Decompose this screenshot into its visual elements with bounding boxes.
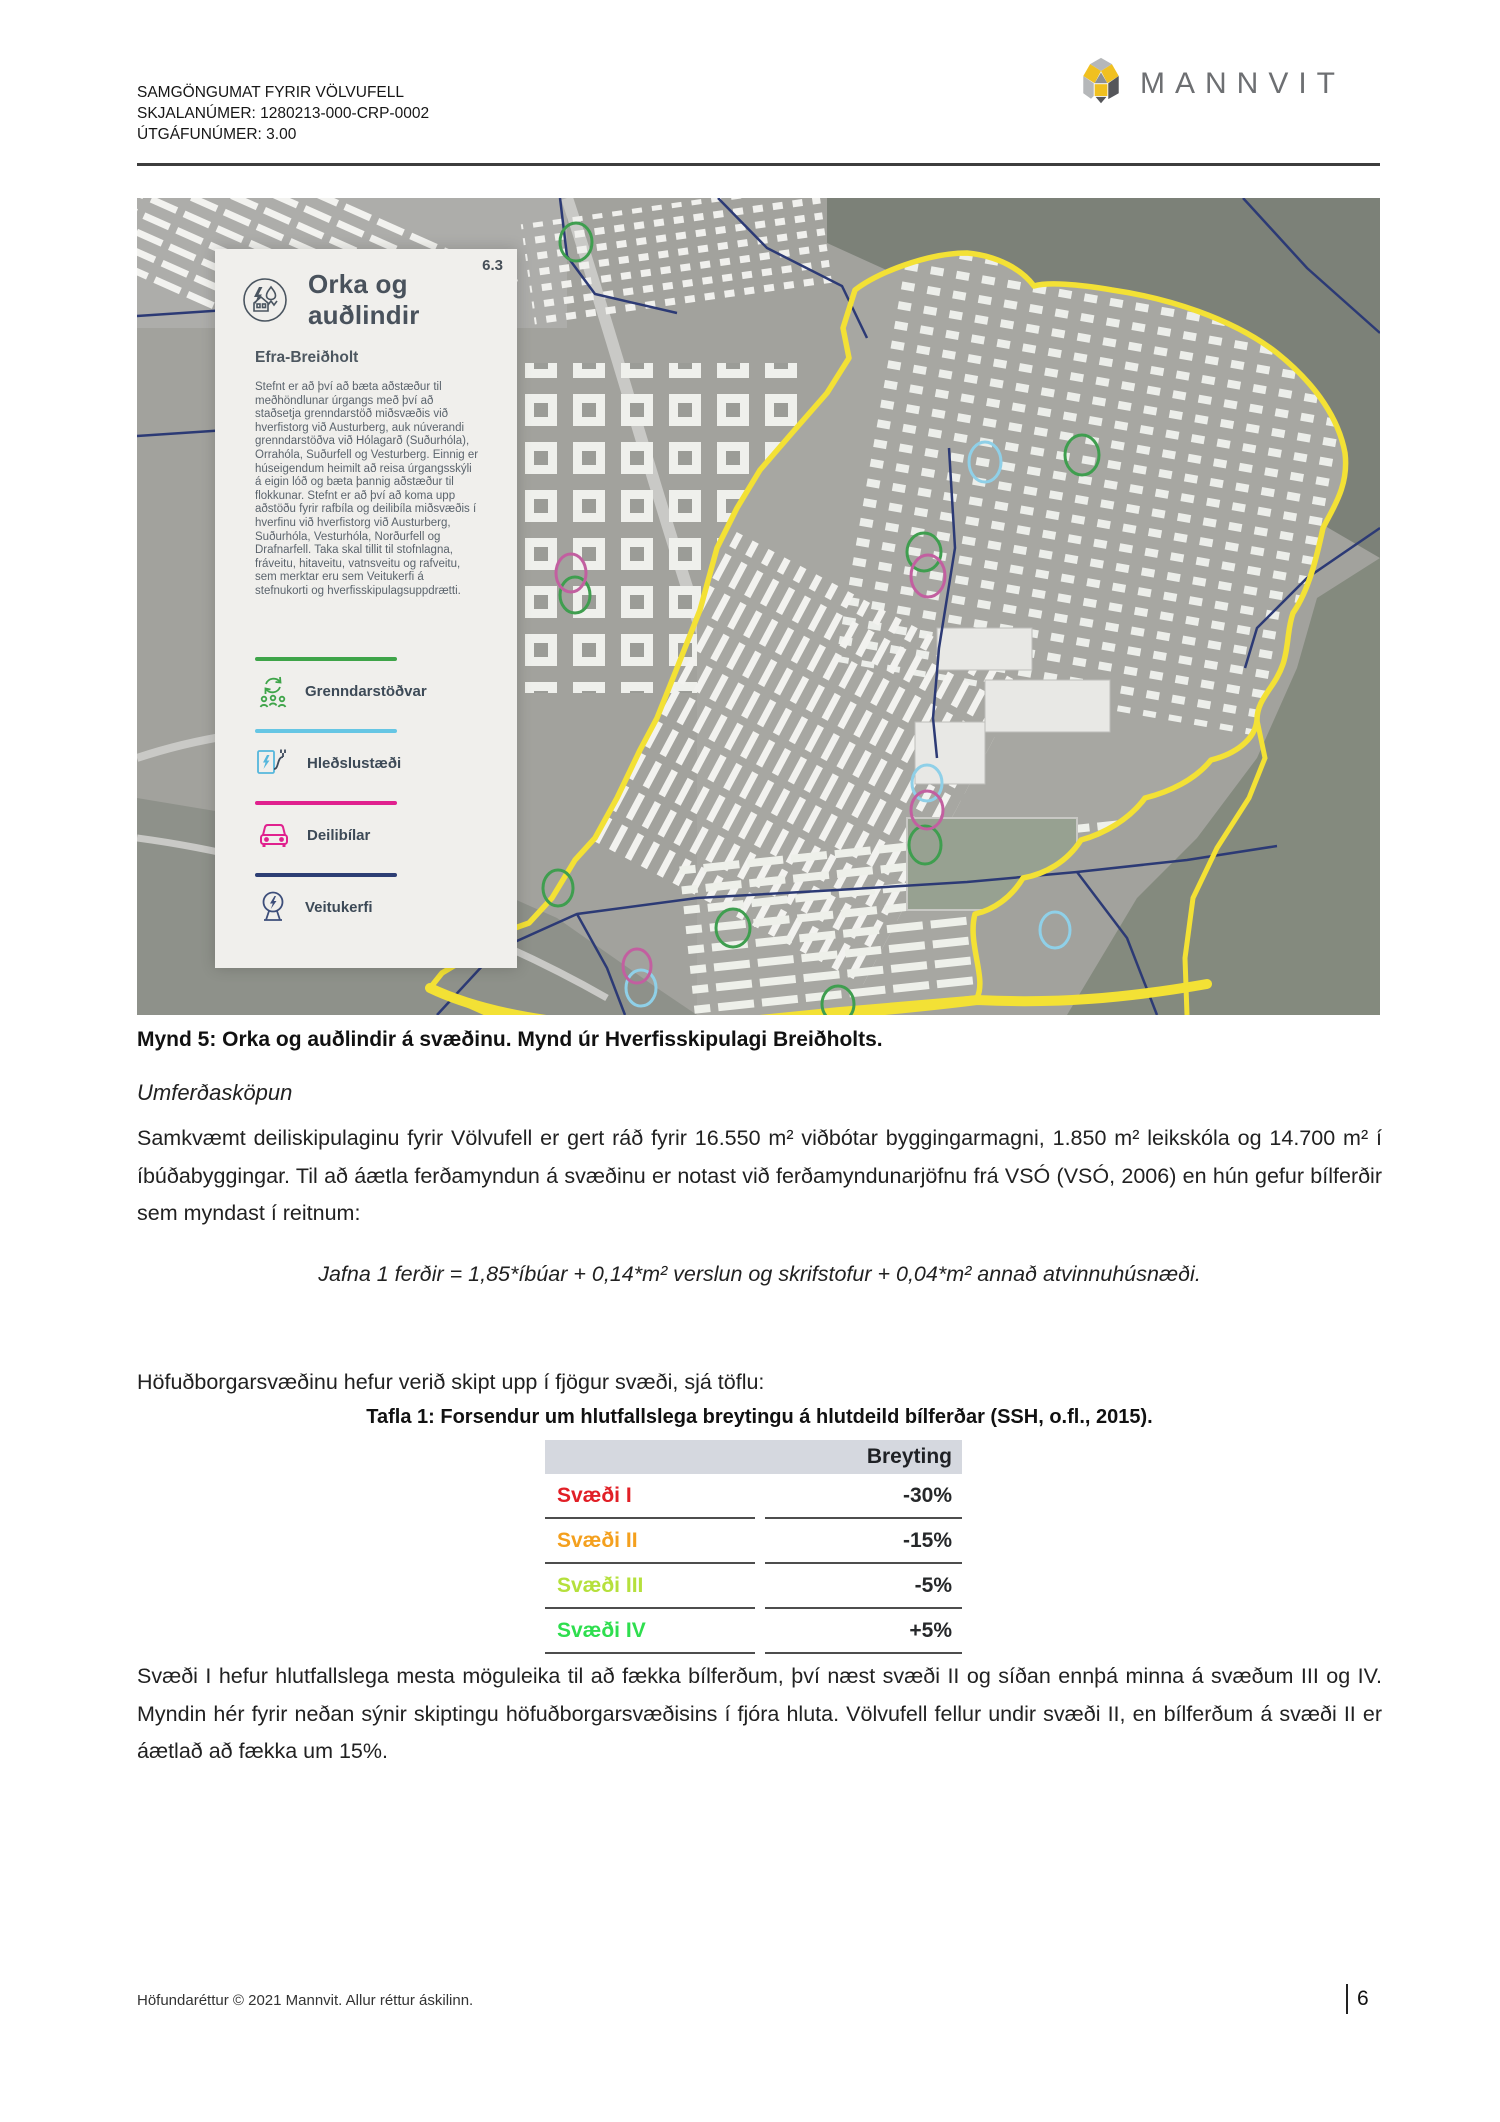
- table-header-breyting: Breyting: [545, 1440, 962, 1474]
- section-heading: Umferðasköpun: [137, 1080, 293, 1105]
- panel-title: Orka og auðlindir: [308, 269, 420, 330]
- table-row: [545, 1519, 962, 1564]
- legend-color-line: [255, 801, 397, 805]
- recycling-people-icon: [255, 672, 291, 710]
- legend-item-veitukerfi: [255, 873, 485, 926]
- zone-label: Svæði I: [545, 1474, 755, 1519]
- table-row: [545, 1474, 962, 1519]
- mannvit-hexagon-icon: [1078, 56, 1124, 111]
- panel-subtitle: Efra-Breiðholt: [255, 349, 359, 366]
- legend-item-hledslustaedi: [255, 729, 485, 782]
- zone-change-table: [545, 1440, 962, 1654]
- legend-item-grenndarstodvar: [255, 657, 485, 710]
- map-info-panel: [215, 249, 517, 968]
- table-row: [545, 1564, 962, 1609]
- document-number: SKJALANÚMER: 1280213-000-CRP-0002: [137, 105, 430, 122]
- table-caption: Tafla 1: Forsendur um hlutfallslega breytingu á hlutdeild bílferðar (SSH, o.fl., 2015).: [366, 1406, 1153, 1428]
- panel-body-text: Stefnt er að því að bæta aðstæður til meðhöndlunar úrgangs með því að staðsetja grenndarstöð miðsvæðis við hverfistorg við Austurberg, auk núverandi grenndarstöðva við Hólagarð (Suðurhóla), Orrahóla, Suðurfell og Vesturberg. Einnig er húseigendum heimilt að reisa úrgangsskýli á eigin lóð og bæta þannig aðstæður til flokkunar. Stefnt er að því að koma upp aðstöðu fyrir rafbíla og deilibíla miðsvæðis í hverfinu við hverfistorg við Austurberg, Suðurhóla, Vesturhóla, Norðurfell og Drafnarfell. Taka skal tillit til stofnlagna, fráveitu, hitaveitu, vatnsveitu og rafveitu, sem merktar eru sem Veitukerfi á stefnukorti og hverfisskipulagsuppdrætti.: [255, 381, 479, 597]
- zone-label: Svæði III: [545, 1564, 755, 1609]
- page-number: 6: [1357, 1987, 1369, 2010]
- zone-value: -15%: [765, 1519, 962, 1564]
- zone-label: Svæði II: [545, 1519, 755, 1564]
- zone-label: Svæði IV: [545, 1609, 755, 1654]
- figure-caption: Mynd 5: Orka og auðlindir á svæðinu. Mynd úr Hverfisskipulagi Breiðholts.: [137, 1028, 883, 1051]
- zone-value: -30%: [765, 1474, 962, 1519]
- equation-jafna-1: Jafna 1 ferðir = 1,85*íbúar + 0,14*m² verslun og skrifstofur + 0,04*m² annað atvinnuhúsnæði.: [318, 1262, 1201, 1286]
- ev-charger-icon: [255, 745, 293, 781]
- legend-color-line: [255, 873, 397, 877]
- legend-color-line: [255, 729, 397, 733]
- energy-resources-icon: [242, 277, 288, 323]
- document-title: SAMGÖNGUMAT FYRIR VÖLVUFELL: [137, 84, 404, 101]
- zone-value: -5%: [765, 1564, 962, 1609]
- page-number-divider: [1346, 1984, 1348, 2014]
- power-meter-icon: [255, 888, 291, 926]
- table-row: [545, 1609, 962, 1654]
- zone-value: +5%: [765, 1609, 962, 1654]
- header-divider: [137, 163, 1380, 166]
- map-figure: [137, 198, 1380, 1015]
- document-header: [137, 82, 429, 145]
- mannvit-wordmark: MANNVIT: [1140, 66, 1345, 100]
- map-legend: [255, 657, 485, 945]
- shared-car-icon: [255, 817, 293, 853]
- paragraph-zone-conclusion: Svæði I hefur hlutfallslega mesta möguleika til að fækka bílferðum, því næst svæði II og síðan ennþá minna á svæðum III og IV. Myndin hér fyrir neðan sýnir skiptingu höfuðborgarsvæðisins í fjóra hluta. Völvufell fellur undir svæði II, en bílferðum á svæði II er áætlað að fækka um 15%.: [137, 1664, 1382, 1763]
- legend-color-line: [255, 657, 397, 661]
- legend-label: Deilibílar: [307, 826, 371, 844]
- legend-item-deilibilar: [255, 801, 485, 854]
- paragraph-traffic-generation: Samkvæmt deiliskipulaginu fyrir Völvufell er gert ráð fyrir 16.550 m² viðbótar byggingarmagni, 1.850 m² leikskóla og 14.700 m² í íbúðabyggingar. Til að áætla ferðamyndun á svæðinu er notast við ferðamyndunarjöfnu frá VSÓ (VSÓ, 2006) en hún gefur bílferðir sem myndast í reitnum:: [137, 1126, 1382, 1225]
- legend-label: Veitukerfi: [305, 898, 373, 916]
- legend-label: Hleðslustæði: [307, 754, 402, 772]
- section-number: 6.3: [482, 257, 503, 274]
- mannvit-logo: [1078, 56, 1345, 111]
- footer-copyright: Höfundaréttur © 2021 Mannvit. Allur réttur áskilinn.: [137, 1992, 474, 2009]
- paragraph-zones-intro: Höfuðborgarsvæðinu hefur verið skipt upp í fjögur svæði, sjá töflu:: [137, 1370, 765, 1394]
- document-version: ÚTGÁFUNÚMER: 3.00: [137, 126, 297, 143]
- footer-page-number: [1346, 1984, 1369, 2014]
- legend-label: Grenndarstöðvar: [305, 682, 427, 700]
